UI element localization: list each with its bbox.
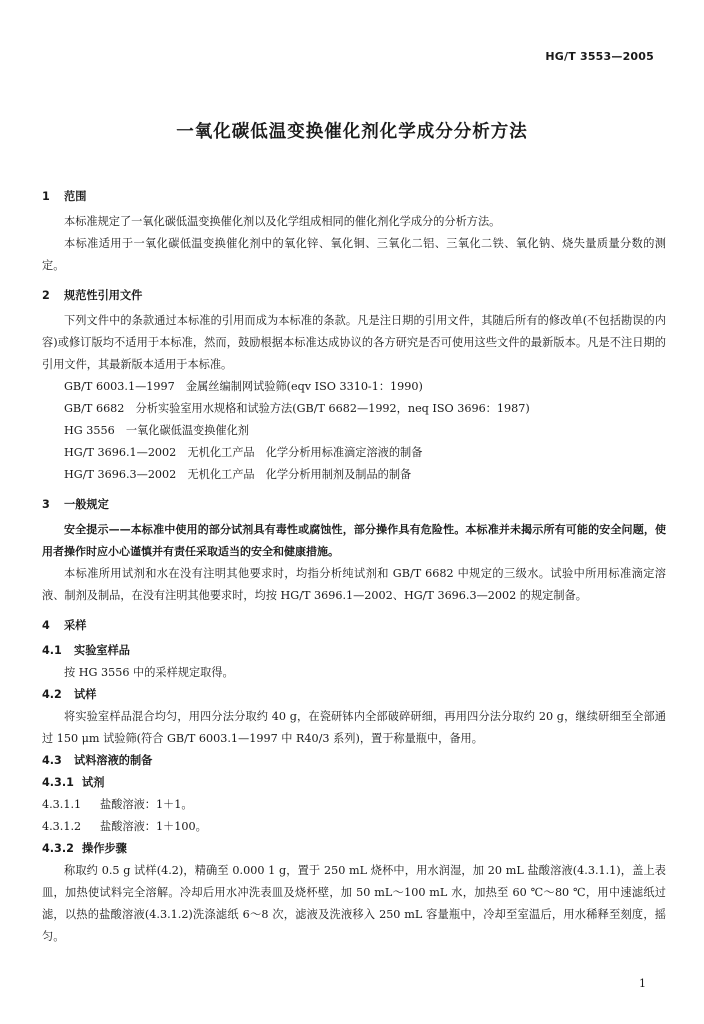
subsection-title: 试剂 <box>82 776 105 789</box>
subsection-title: 试样 <box>74 688 97 701</box>
section-heading-3 <box>42 494 666 516</box>
subsection-heading-4-2 <box>42 684 666 706</box>
item-text: 盐酸溶液：1＋100。 <box>100 820 207 833</box>
safety-notice: 安全提示——本标准中使用的部分试剂具有毒性或腐蚀性，部分操作具有危险性。本标准并未揭示所有可能的安全问题，使用者操作时应小心谨慎并有责任采取适当的安全和健康措施。 <box>42 523 666 558</box>
reference-item: GB/T 6003.1—1997 金属丝编制网试验筛(eqv ISO 3310-1：1990) <box>64 380 423 393</box>
subsection-heading-4-3-2 <box>42 838 666 860</box>
paragraph: 本标准所用试剂和水在没有注明其他要求时，均指分析纯试剂和 GB/T 6682 中规定的三级水。试验中所用标准滴定溶液、制剂及制品，在没有注明其他要求时，均按 HG/T 3696.1—2002、HG/T 3696.3—2002 的规定制备。 <box>42 567 666 602</box>
page-number: 1 <box>639 977 646 990</box>
paragraph: 本标准适用于一氧化碳低温变换催化剂中的氧化锌、氧化铜、三氧化二铝、三氧化二铁、氧化钠、烧失量质量分数的测定。 <box>42 237 666 272</box>
section-heading-2 <box>42 285 666 307</box>
subsection-heading-4-1 <box>42 640 666 662</box>
reference-item: GB/T 6682 分析实验室用水规格和试验方法(GB/T 6682—1992，neq ISO 3696：1987) <box>64 402 530 415</box>
document-title: 一氧化碳低温变换催化剂化学成分分析方法 <box>176 122 528 142</box>
item-number: 4.3.1.2 <box>42 820 82 833</box>
reagent-item <box>42 816 666 838</box>
reference-item: HG/T 3696.1—2002 无机化工产品 化学分析用标准滴定溶液的制备 <box>64 446 423 459</box>
subsection-title: 试料溶液的制备 <box>74 754 153 767</box>
paragraph: 本标准规定了一氧化碳低温变换催化剂以及化学组成相同的催化剂化学成分的分析方法。 <box>64 215 501 228</box>
subsection-number: 4.2 <box>42 688 62 701</box>
reagent-item <box>42 794 666 816</box>
section-number: 4 <box>42 619 50 632</box>
paragraph: 将实验室样品混合均匀，用四分法分取约 40 g，在瓷研钵内全部破碎研细，再用四分法分取约 20 g，继续研细至全部通过 150 μm 试验筛(符合 GB/T 6003.1—1997 中 R40/3 系列)，置于称量瓶中，备用。 <box>42 710 666 745</box>
reference-item: HG 3556 一氧化碳低温变换催化剂 <box>64 424 249 437</box>
subsection-number: 4.3.1 <box>42 776 74 789</box>
subsection-number: 4.3 <box>42 754 62 767</box>
section-title: 规范性引用文件 <box>64 289 143 302</box>
section-number: 1 <box>42 190 50 203</box>
subsection-title: 操作步骤 <box>82 842 127 855</box>
section-title: 采样 <box>64 619 87 632</box>
subsection-number: 4.1 <box>42 644 62 657</box>
paragraph: 按 HG 3556 中的采样规定取得。 <box>64 666 234 679</box>
subsection-title: 实验室样品 <box>74 644 130 657</box>
document-body <box>42 186 666 948</box>
section-number: 2 <box>42 289 50 302</box>
section-heading-4 <box>42 615 666 637</box>
reference-item: HG/T 3696.3—2002 无机化工产品 化学分析用制剂及制品的制备 <box>64 468 412 481</box>
section-heading-1 <box>42 186 666 208</box>
paragraph: 下列文件中的条款通过本标准的引用而成为本标准的条款。凡是注日期的引用文件，其随后所有的修改单(不包括勘误的内容)或修订版均不适用于本标准，然而，鼓励根据本标准达成协议的各方研究是否可使用这些文件的最新版本。凡是不注日期的引用文件，其最新版本适用于本标准。 <box>42 314 666 371</box>
subsection-heading-4-3-1 <box>42 772 666 794</box>
section-number: 3 <box>42 498 50 511</box>
section-title: 一般规定 <box>64 498 109 511</box>
item-number: 4.3.1.1 <box>42 798 82 811</box>
subsection-number: 4.3.2 <box>42 842 74 855</box>
section-title: 范围 <box>64 190 87 203</box>
item-text: 盐酸溶液：1＋1。 <box>100 798 193 811</box>
paragraph: 称取约 0.5 g 试样(4.2)，精确至 0.000 1 g，置于 250 mL 烧杯中，用水润湿，加 20 mL 盐酸溶液(4.3.1.1)，盖上表皿，加热使试料完全溶解。冷却后用水冲洗表皿及烧杯壁，加 50 mL～100 mL 水，加热至 60 ℃～80 ℃，用中速滤纸过滤，以热的盐酸溶液(4.3.1.2)洗涤滤纸 6～8 次，滤液及洗液移入 250 mL 容量瓶中，冷却至室温后，用水稀释至刻度，摇匀。 <box>42 864 666 943</box>
subsection-heading-4-3 <box>42 750 666 772</box>
standard-code: HG/T 3553—2005 <box>545 50 654 63</box>
